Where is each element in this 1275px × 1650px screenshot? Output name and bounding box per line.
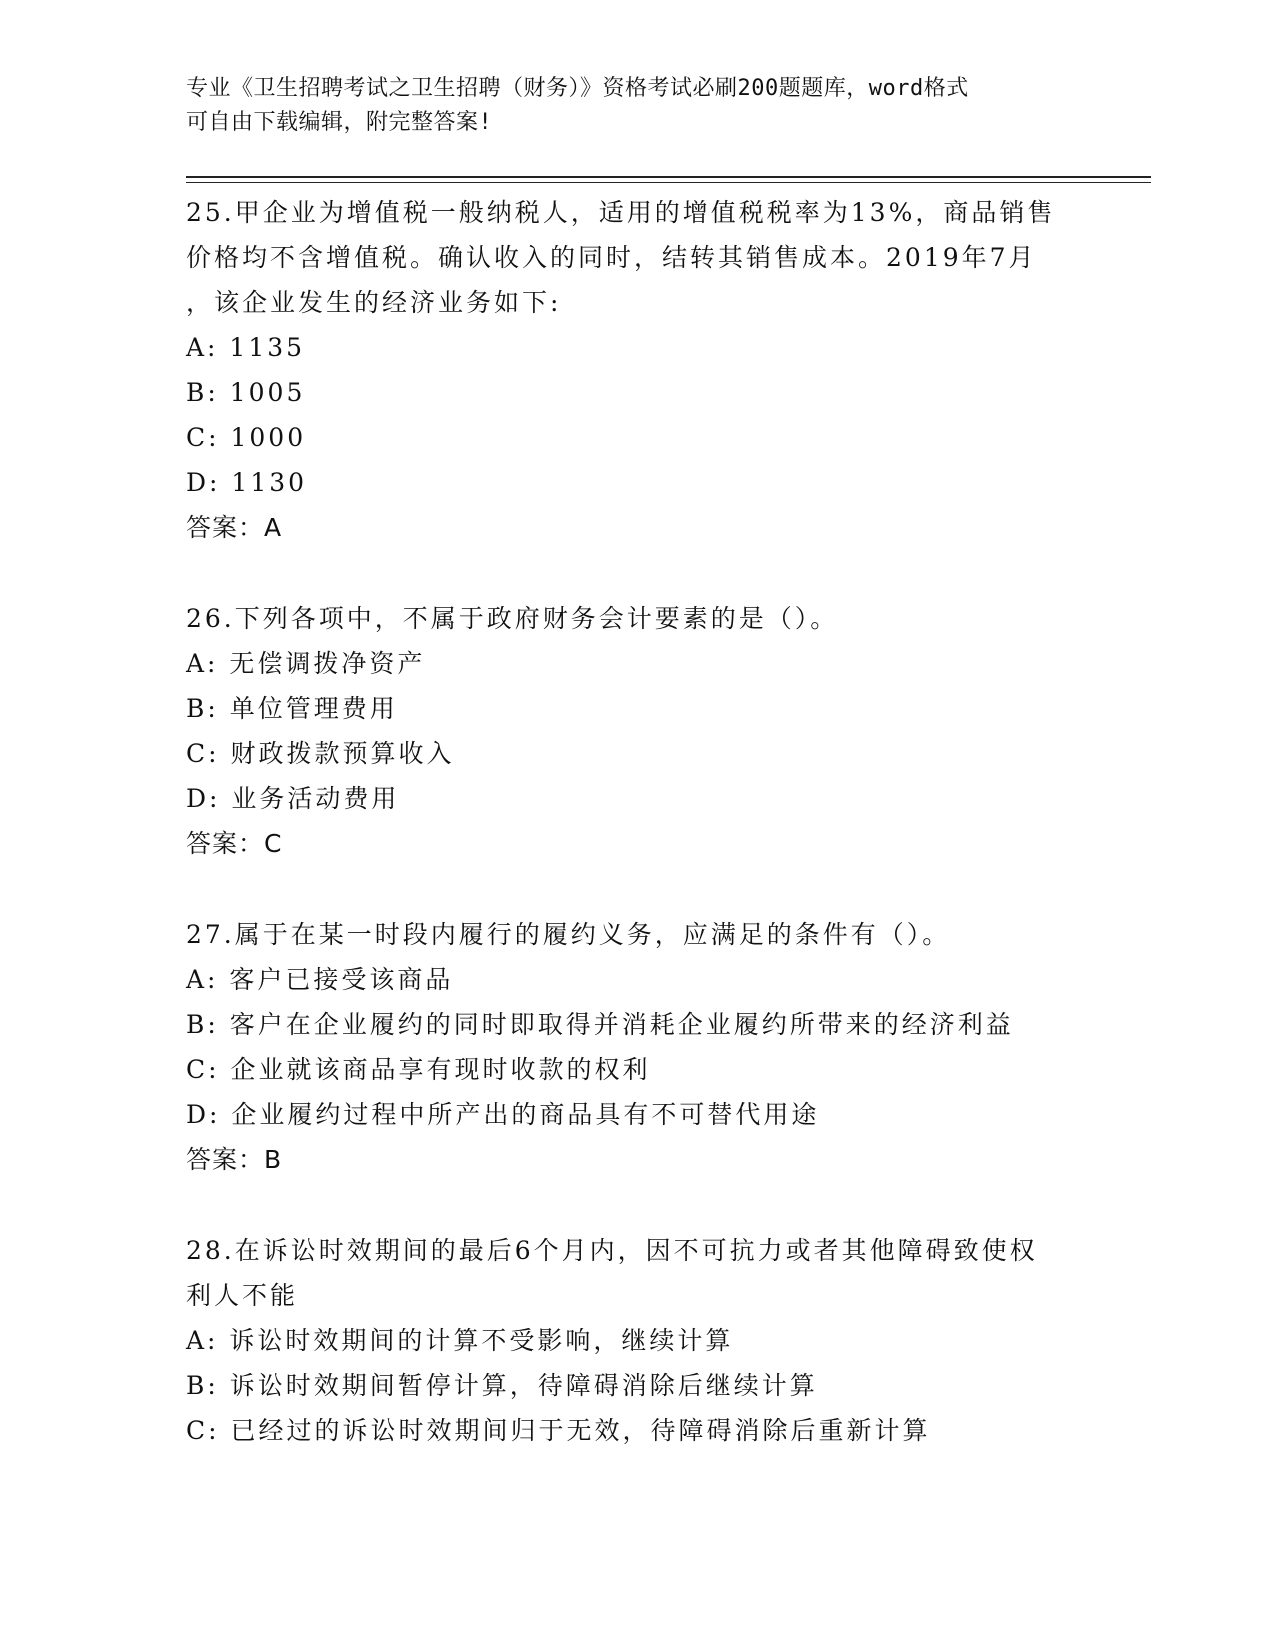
question-25 [186, 190, 1086, 550]
option-d: D: 业务活动费用 [186, 784, 400, 813]
header-line-2: 可自由下载编辑，附完整答案! [186, 110, 493, 135]
question-27 [186, 912, 1086, 1182]
question-stem: 价格均不含增值税。确认收入的同时，结转其销售成本。2019年7月 [186, 243, 1037, 272]
answer: 答案：A [186, 513, 283, 542]
option-a: A: 诉讼时效期间的计算不受影响，继续计算 [186, 1326, 734, 1355]
option-c: C: 已经过的诉讼时效期间归于无效，待障碍消除后重新计算 [186, 1416, 931, 1445]
option-a: A: 无偿调拨净资产 [186, 649, 426, 678]
question-stem: 27.属于在某一时段内履行的履约义务，应满足的条件有（）。 [186, 920, 951, 949]
spacer [186, 550, 1086, 596]
question-list [186, 190, 1086, 1453]
question-28 [186, 1228, 1086, 1453]
question-stem: 26.下列各项中，不属于政府财务会计要素的是（）。 [186, 604, 839, 633]
question-stem: ，该企业发生的经济业务如下: [186, 288, 562, 317]
option-d: D: 企业履约过程中所产出的商品具有不可替代用途 [186, 1100, 820, 1129]
option-c: C: 企业就该商品享有现时收款的权利 [186, 1055, 651, 1084]
option-c: C: 1000 [186, 423, 307, 452]
spacer [186, 866, 1086, 912]
answer: 答案：B [186, 1145, 283, 1174]
header-line-1: 专业《卫生招聘考试之卫生招聘（财务）》资格考试必刷200题题库，word格式 [186, 76, 969, 101]
option-b: B: 客户在企业履约的同时即取得并消耗企业履约所带来的经济利益 [186, 1010, 1014, 1039]
question-stem: 利人不能 [186, 1281, 299, 1310]
answer: 答案：C [186, 829, 283, 858]
header-rule-thin [186, 182, 1151, 183]
question-stem: 28.在诉讼时效期间的最后6个月内，因不可抗力或者其他障碍致使权 [186, 1236, 1038, 1265]
option-b: B: 1005 [186, 378, 306, 407]
question-26 [186, 596, 1086, 866]
option-c: C: 财政拨款预算收入 [186, 739, 455, 768]
option-b: B: 诉讼时效期间暂停计算，待障碍消除后继续计算 [186, 1371, 818, 1400]
header-rule-thick [186, 176, 1151, 178]
document-header [186, 72, 1066, 140]
option-a: A: 1135 [186, 333, 306, 362]
option-d: D: 1130 [186, 468, 308, 497]
option-b: B: 单位管理费用 [186, 694, 398, 723]
spacer [186, 1182, 1086, 1228]
question-stem: 25.甲企业为增值税一般纳税人，适用的增值税税率为13%，商品销售 [186, 198, 1056, 227]
option-a: A: 客户已接受该商品 [186, 965, 454, 994]
